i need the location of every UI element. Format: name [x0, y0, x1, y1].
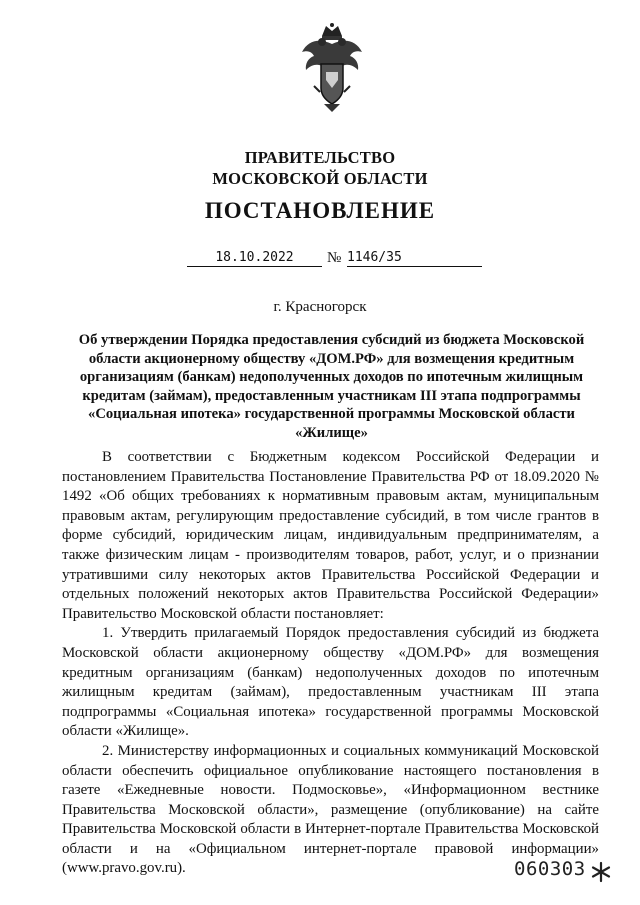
city-line: г. Красногорск: [273, 299, 367, 315]
asterisk-stamp-icon: [590, 861, 612, 883]
org-name-line1: ПРАВИТЕЛЬСТВО: [244, 148, 396, 167]
org-name-line2: МОСКОВСКОЙ ОБЛАСТИ: [212, 169, 428, 188]
document-code: 060303: [514, 858, 586, 880]
document-date: 18.10.2022: [187, 250, 322, 267]
document-number: 1146/35: [347, 250, 482, 267]
document-subject: Об утверждении Порядка предоставления субсидий из бюджета Московской области акционерному обществу «ДОМ.РФ» для возмещения кредитным организациям (банкам) недополученных доходов по ипотечным жилищным кредитам (займам), предоставленным участникам III этапа подпрограммы «Социальная ипотека» государственной программы Московской области «Жилище»: [78, 332, 585, 441]
moscow-oblast-coat-of-arms-icon: [300, 22, 364, 114]
item-2-paragraph: 2. Министерству информационных и социальных коммуникаций Московской области обеспечить официальное опубликование настоящего постановления в газете «Ежедневные новости. Подмосковье», «Информационном вестнике Правительства Московской области», размещение (опубликование) на сайте Правительства Московской области в Интернет-портале Правительства Московской области и на «Официальном интернет-портале правовой информации» (www.pravo.gov.ru).: [62, 742, 599, 877]
preamble-paragraph: В соответствии с Бюджетным кодексом Российской Федерации и постановлением Правительства Постановление Правительства РФ от 18.09.2020 № 1492 «Об общих требованиях к нормативным правовым актам, муниципальным правовым актам, регулирующим предоставление субсидий, в том числе грантов в форме субсидий, юридическим лицам, индивидуальным предпринимателям, а также физическим лицам - производителям товаров, работ, услуг, и о признании утратившими силу некоторых актов Правительства Российской Федерации и отдельных положений некоторых актов Правительства Российской Федерации» Правительство Московской области постановляет:: [62, 449, 599, 622]
document-type-title: ПОСТАНОВЛЕНИЕ: [204, 198, 436, 223]
item-1-paragraph: 1. Утвердить прилагаемый Порядок предоставления субсидий из бюджета Московской области акционерному обществу «ДОМ.РФ» для возмещения кредитным организациям (банкам) недополученных доходов по ипотечным жилищным кредитам (займам), предоставленным участникам III этапа подпрограммы «Социальная ипотека» государственной программы Московской области «Жилище».: [62, 625, 599, 740]
number-sign: №: [327, 250, 342, 266]
document-body: [62, 448, 599, 879]
